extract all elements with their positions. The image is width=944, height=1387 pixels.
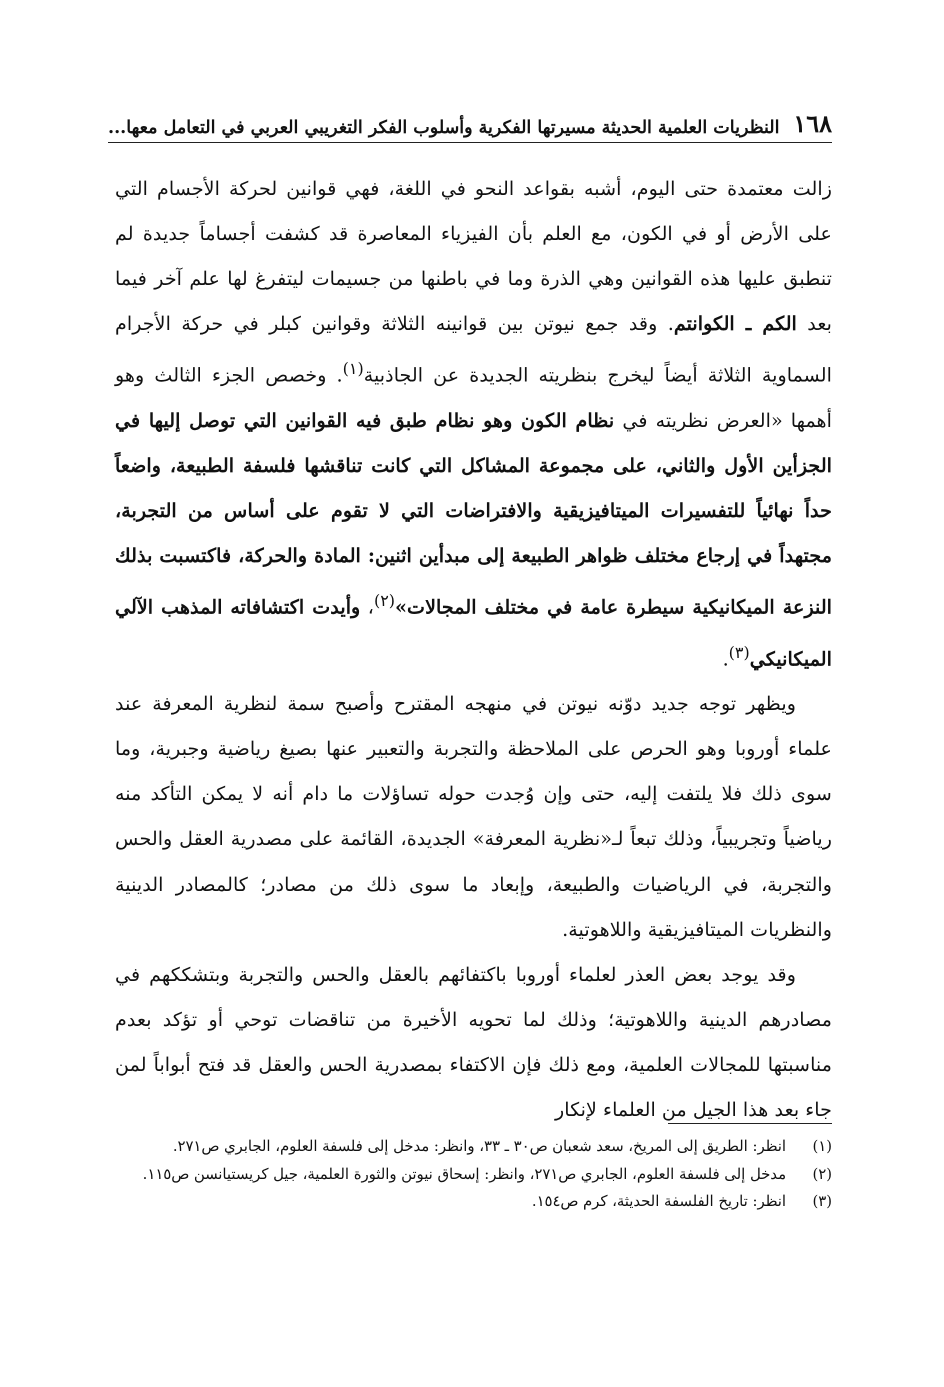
text-run: زالت معتمدة حتى اليوم، أشبه بقواعد النحو في اللغة، فهي قوانين لحركة الأجسام التي على الأرض أو في الكون، مع العلم بأن الفيزياء المعاصرة قد كشفت أجساماً جديدة لم تنطبق عليها هذه القوانين وهي الذرة وما في باطنها من جسيمات ليتفرغ لها علم آخر فيما بعد (115, 177, 832, 336)
running-header (108, 98, 832, 138)
footnote-text: انظر: تاريخ الفلسفة الحديثة، كرم ص١٥٤. (531, 1193, 786, 1210)
footnote-ref-3[interactable]: (٣) (728, 642, 750, 662)
page-number: ١٦٨ (793, 109, 832, 138)
text-run: . وقد جمع نيوتن بين قوانينه الثلاثة وقوانين كبلر في حركة الأجرام السماوية الثلاثة أيضاً ليخرج بنظريته الجديدة عن الجاذبية (115, 312, 832, 387)
footnote-mark: (٣) (812, 1193, 832, 1210)
paragraph-2: ويظهر توجه جديد دوّنه نيوتن في منهجه المقترح وأصبح سمة لنظرية المعرفة عند علماء أوروبا وهو الحرص على الملاحظة والتجربة والتعبير عنها بصيغ رياضية وجبرية، وما سوى ذلك فلا يلتفت إليه، حتى وإن وُجدت حوله تساؤلات ما دام أنه لا يمكن التأكد منه رياضياً وتجريبياً، وذلك تبعاً لـ«نظرية المعرفة» الجديدة، القائمة على مصدرية العقل والحس والتجربة، في الرياضيات والطبيعة، وإبعاد ما سوى ذلك من مصادر؛ كالمصادر الدينية والنظريات الميتافيزيقية واللاهوتية. (115, 692, 832, 941)
footnote-3 (115, 1189, 832, 1215)
running-header-title: النظريات العلمية الحديثة مسيرتها الفكرية وأسلوب الفكر التغريبي العربي في التعامل معها... (108, 118, 780, 138)
footnote-2 (115, 1162, 832, 1188)
footnote-ref-1[interactable]: (١) (342, 359, 364, 379)
footnote-text: مدخل إلى فلسفة العلوم، الجابري ص٢٧١، وانظر: إسحاق نيوتن والثورة العلمية، جيل كريستيانسن ص١١٥. (142, 1165, 786, 1183)
header-rule (108, 142, 832, 143)
text-run: ، (360, 595, 374, 619)
paragraph-3: وقد يوجد بعض العذر لعلماء أوروبا باكتفائهم بالعقل والحس والتجربة وبتشككهم في مصادرهم الدينية واللاهوتية؛ وذلك لما تحويه الأخيرة من تناقضات توحي أو تؤكد بعدم مناسبتها للمجالات العلمية، ومع ذلك فإن الاكتفاء بمصدرية الحس والعقل قد فتح أبواباً لمن جاء بعد هذا الجيل من العلماء لإنكار (115, 962, 832, 1122)
footnote-ref-2[interactable]: (٢) (373, 591, 396, 611)
footnote-text: انظر: الطريق إلى المريخ، سعد شعبان ص٣٠ ـ ٣٣، وانظر: مدخل إلى فلسفة العلوم، الجابري ص٢٧١. (172, 1138, 786, 1155)
footnote-mark: (٢) (812, 1165, 832, 1183)
text-run: . (722, 647, 729, 671)
paragraph-1 (115, 166, 832, 681)
footnotes (115, 1134, 832, 1217)
text-run: . وخصص الجزء الثالث وهو أهمها «العرض نظريته في (115, 363, 832, 432)
bold-statement: وأيدت اكتشافاته المذهب الآلي الميكانيكي (115, 595, 832, 671)
footnote-1 (115, 1134, 832, 1160)
main-text (115, 166, 832, 1132)
bold-quotation: نظام الكون وهو نظام طبق فيه القوانين التي توصل إليها في الجزأين الأول والثاني، على مجموعة المشاكل التي كانت تناقشها فلسفة الطبيعة، واضعاً حداً نهائياً للتفسيرات الميتافيزيقية والافتراضات التي لا تقوم على أساس من التجربة، مجتهداً في إرجاع مختلف ظواهر الطبيعة إلى مبدأين اثنين: المادة والحركة، فاكتسبت بذلك النزعة الميكانيكية سيطرة عامة في مختلف المجالات» (115, 408, 833, 619)
bold-term-quantum: الكم ـ الكوانتم (673, 312, 797, 336)
footnote-mark: (١) (812, 1138, 832, 1155)
footnote-separator (668, 1123, 832, 1124)
